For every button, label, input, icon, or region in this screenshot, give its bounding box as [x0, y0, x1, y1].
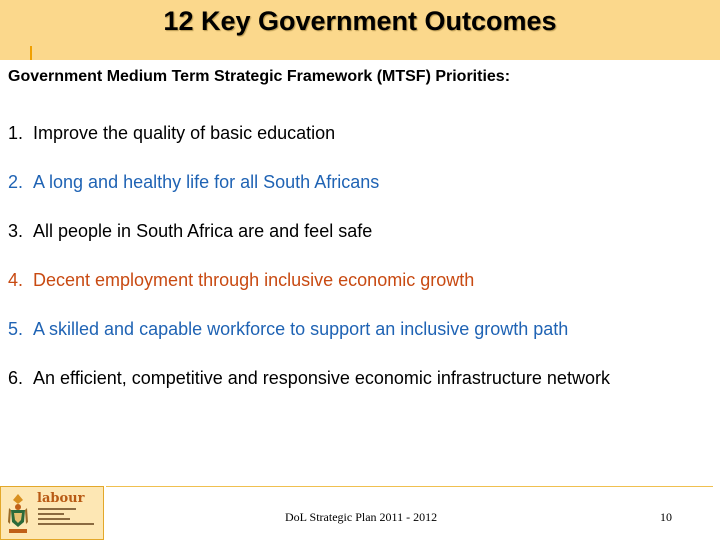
slide-title: 12 Key Government Outcomes [163, 6, 557, 36]
item-number: 3. [8, 221, 24, 241]
item-number: 2. [8, 172, 24, 192]
priority-item [8, 269, 713, 318]
priority-item [8, 318, 713, 367]
priority-item [8, 220, 713, 269]
item-text: Decent employment through inclusive economic growth [33, 270, 475, 290]
item-number: 4. [8, 270, 24, 290]
priority-item [8, 171, 713, 220]
title-bar [0, 0, 720, 60]
footer-text: DoL Strategic Plan 2011 - 2012 [285, 510, 438, 524]
page-number: 10 [660, 510, 672, 524]
item-number: 6. [8, 368, 24, 388]
item-number: 5. [8, 319, 24, 339]
footer-divider [106, 486, 713, 487]
priority-item [8, 367, 713, 416]
item-text: A long and healthy life for all South Africans [33, 172, 380, 192]
item-text: An efficient, competitive and responsive economic infrastructure network [33, 368, 610, 388]
priority-item [8, 122, 713, 171]
logo-wordmark: labour [37, 491, 85, 506]
item-number: 1. [8, 123, 24, 143]
logo-fine-print [38, 508, 98, 528]
department-logo [0, 486, 104, 540]
coat-of-arms-icon [5, 492, 31, 536]
title-accent [30, 46, 32, 60]
item-text: All people in South Africa are and feel safe [33, 221, 373, 241]
priority-list [8, 122, 713, 416]
item-text: A skilled and capable workforce to support an inclusive growth path [33, 319, 569, 339]
item-text: Improve the quality of basic education [33, 123, 336, 143]
slide-subtitle: Government Medium Term Strategic Framework (MTSF) Priorities: [8, 68, 511, 85]
